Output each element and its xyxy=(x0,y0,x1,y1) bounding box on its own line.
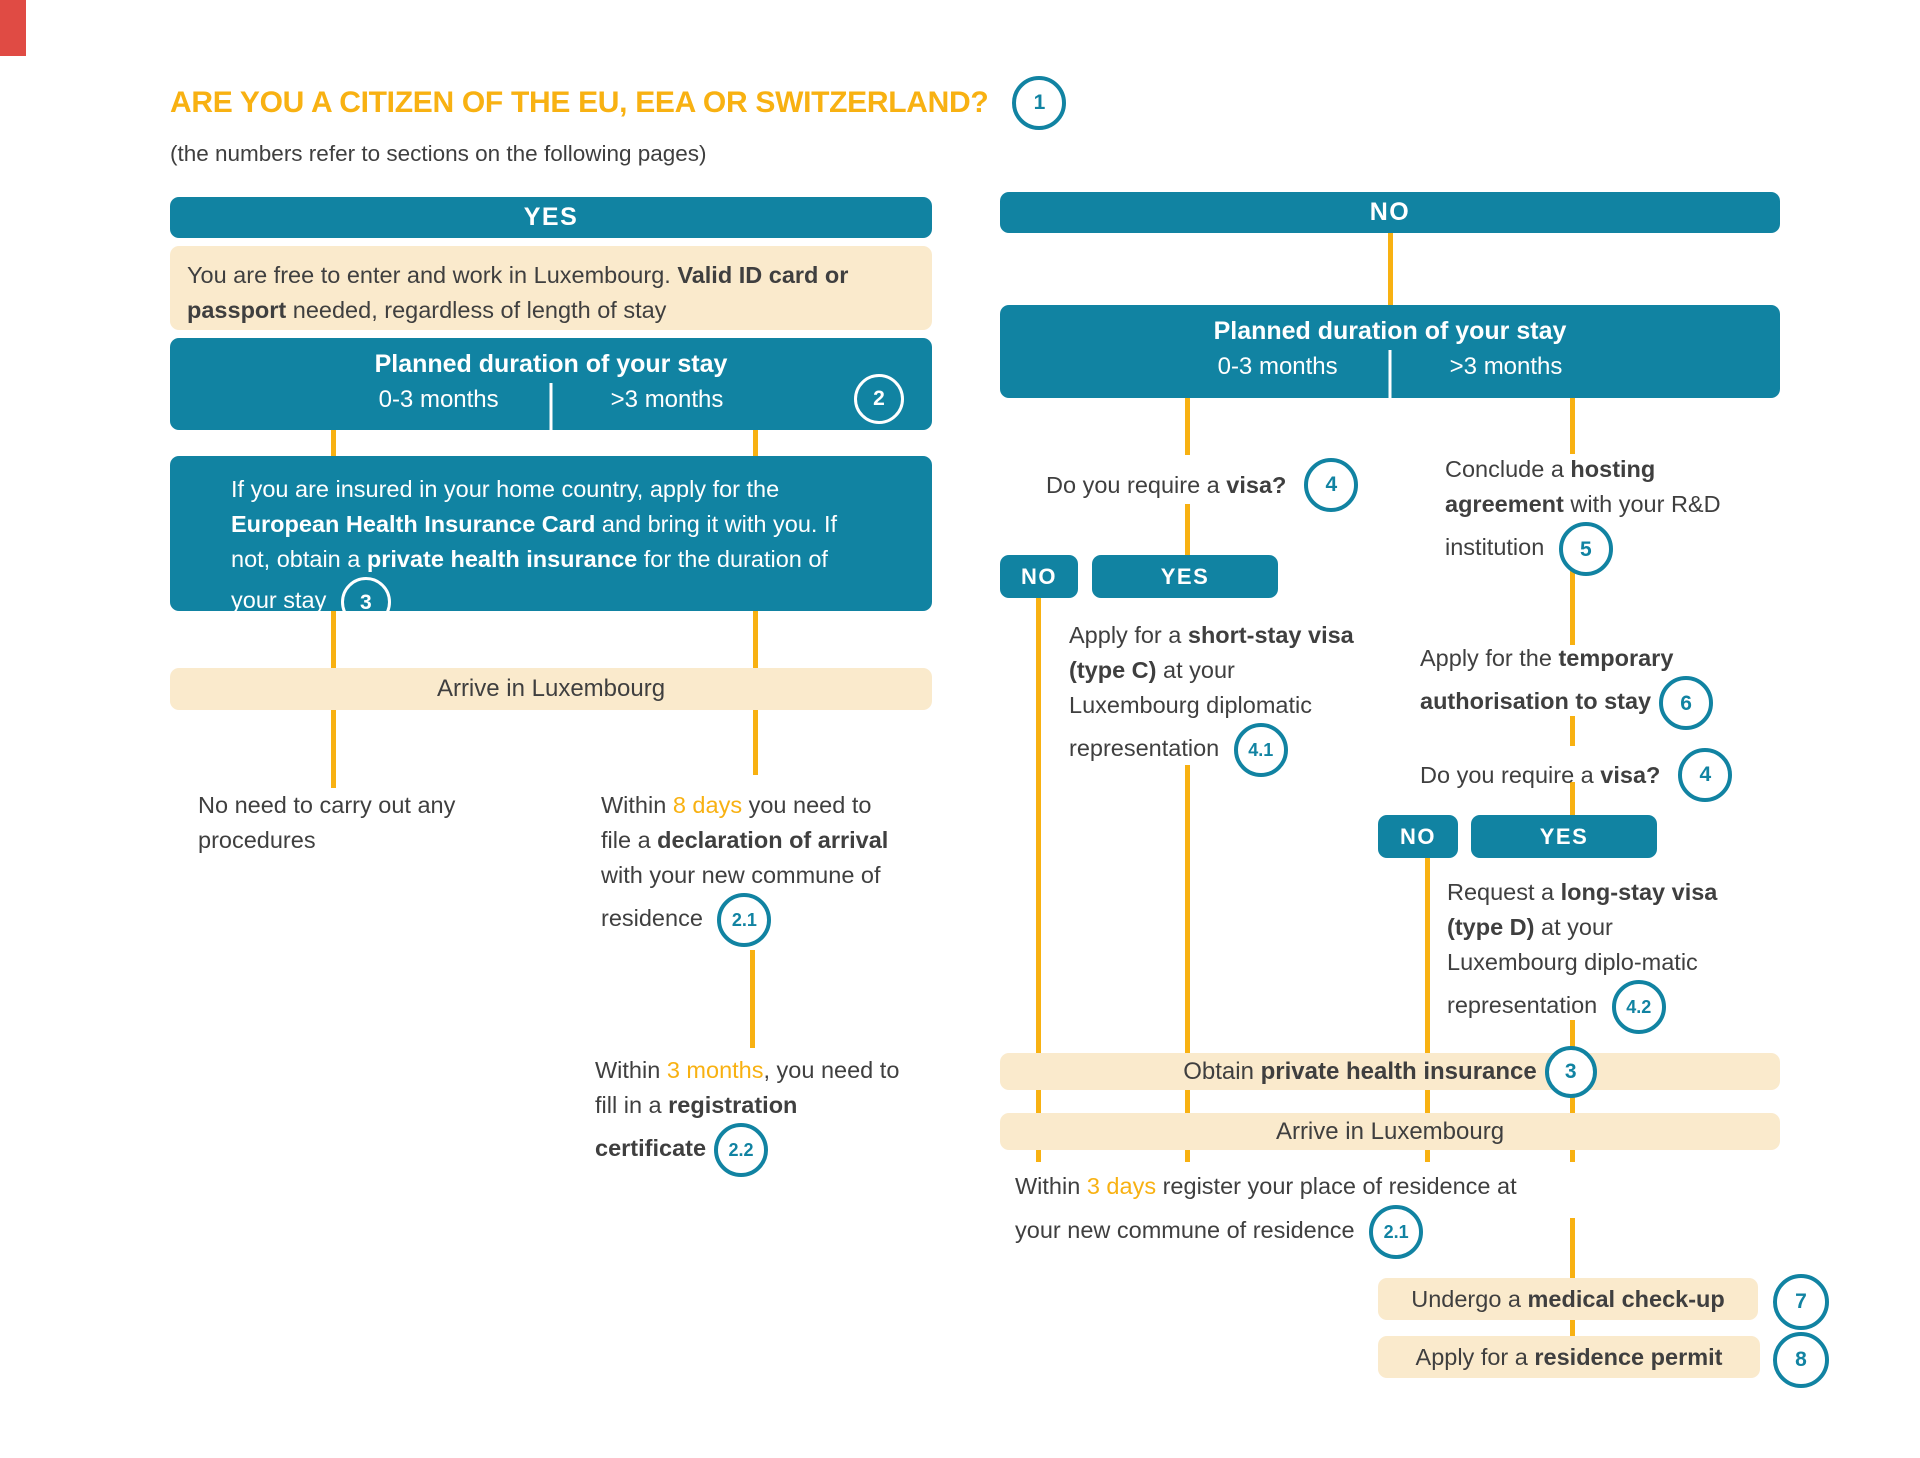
short-stay-visa-text: Apply for a short-stay visa (type C) at your Luxembourg diplomatic representation 4.1 xyxy=(1069,618,1369,777)
duration-divider xyxy=(550,383,553,430)
duration-short-option: 0-3 months xyxy=(1217,353,1338,380)
temporary-authorisation-text: Apply for the temporary authorisation to stay 6 xyxy=(1420,641,1765,730)
no-option-box-2: NO xyxy=(1378,815,1458,858)
duration-long-option: >3 months xyxy=(1449,353,1563,380)
duration-title: Planned duration of your stay xyxy=(1213,317,1567,345)
visa-question-2: Do you require a visa? 4 xyxy=(1420,748,1732,802)
yes-branch-header: YES xyxy=(170,197,932,238)
register-residence-text: Within 3 days register your place of residence at your new commune of residence 2.1 xyxy=(1015,1168,1560,1259)
duration-short-option: 0-3 months xyxy=(378,386,499,413)
duration-box-left xyxy=(170,338,932,430)
flowchart-title: ARE YOU A CITIZEN OF THE EU, EEA OR SWITZERLAND? xyxy=(170,86,989,119)
section-badge-2-1: 2.1 xyxy=(717,893,771,947)
duration-box-right xyxy=(1000,305,1780,398)
section-badge-3-white: 3 xyxy=(341,577,391,627)
arrive-band-right: Arrive in Luxembourg xyxy=(1000,1113,1780,1150)
connector-line xyxy=(1570,398,1575,454)
medical-checkup-band: Undergo a medical check-up xyxy=(1378,1278,1758,1320)
visa-question-1: Do you require a visa? 4 xyxy=(1046,458,1358,512)
section-badge-4: 4 xyxy=(1304,458,1358,512)
connector-line xyxy=(1185,765,1190,1162)
section-badge-4-2: 4.2 xyxy=(1612,980,1666,1034)
yes-option-box-1: YES xyxy=(1092,555,1278,598)
hosting-agreement-text: Conclude a hosting agreement with your R&D institution 5 xyxy=(1445,452,1735,576)
duration-long-option: >3 months xyxy=(610,386,724,413)
duration-title: Planned duration of your stay xyxy=(374,350,728,378)
title-row xyxy=(170,76,1066,130)
insurance-band: Obtain private health insurance 3 xyxy=(1000,1053,1780,1090)
section-badge-2: 2 xyxy=(854,374,904,424)
connector-line xyxy=(1570,1218,1575,1278)
long-stay-visa-text: Request a long-stay visa (type D) at your Luxembourg diplo-matic representation 4.2 xyxy=(1447,875,1747,1034)
eligibility-note: You are free to enter and work in Luxembourg. Valid ID card or passport needed, regardless of length of stay xyxy=(170,246,932,330)
declaration-text: Within 8 days you need to file a declaration of arrival with your new commune of residence 2.1 xyxy=(601,788,897,947)
section-badge-5: 5 xyxy=(1559,522,1613,576)
section-badge-4-1: 4.1 xyxy=(1234,723,1288,777)
duration-divider xyxy=(1389,350,1392,398)
section-badge-2-2: 2.2 xyxy=(714,1123,768,1177)
insurance-instructions: If you are insured in your home country, apply for the European Health Insurance Card and bring it with you. If not, obtain a private health insurance for the duration of your stay 3 xyxy=(170,456,932,611)
connector-line xyxy=(331,430,336,456)
no-branch-header: NO xyxy=(1000,192,1780,233)
yes-option-box-2: YES xyxy=(1471,815,1657,858)
title-section-badge: 1 xyxy=(1012,76,1066,130)
no-option-box-1: NO xyxy=(1000,555,1078,598)
connector-line xyxy=(750,950,755,1048)
no-procedures-text: No need to carry out any procedures xyxy=(198,792,456,853)
registration-text: Within 3 months, you need to fill in a registration certificate 2.2 xyxy=(595,1053,907,1177)
connector-line xyxy=(1570,565,1575,645)
section-badge-8: 8 xyxy=(1773,1332,1829,1388)
connector-line xyxy=(753,710,758,775)
connector-line xyxy=(331,710,336,788)
section-badge-3: 3 xyxy=(1545,1046,1597,1098)
page-edge-marker xyxy=(0,0,26,56)
subtitle: (the numbers refer to sections on the following pages) xyxy=(170,141,707,166)
connector-line xyxy=(1388,233,1393,305)
connector-line xyxy=(1185,398,1190,455)
section-badge-7: 7 xyxy=(1773,1274,1829,1330)
arrive-band-left: Arrive in Luxembourg xyxy=(170,668,932,710)
section-badge-4b: 4 xyxy=(1678,748,1732,802)
connector-line xyxy=(753,430,758,456)
section-badge-2-1b: 2.1 xyxy=(1369,1205,1423,1259)
residence-permit-band: Apply for a residence permit xyxy=(1378,1336,1760,1378)
section-badge-6: 6 xyxy=(1659,676,1713,730)
connector-line xyxy=(753,611,758,668)
